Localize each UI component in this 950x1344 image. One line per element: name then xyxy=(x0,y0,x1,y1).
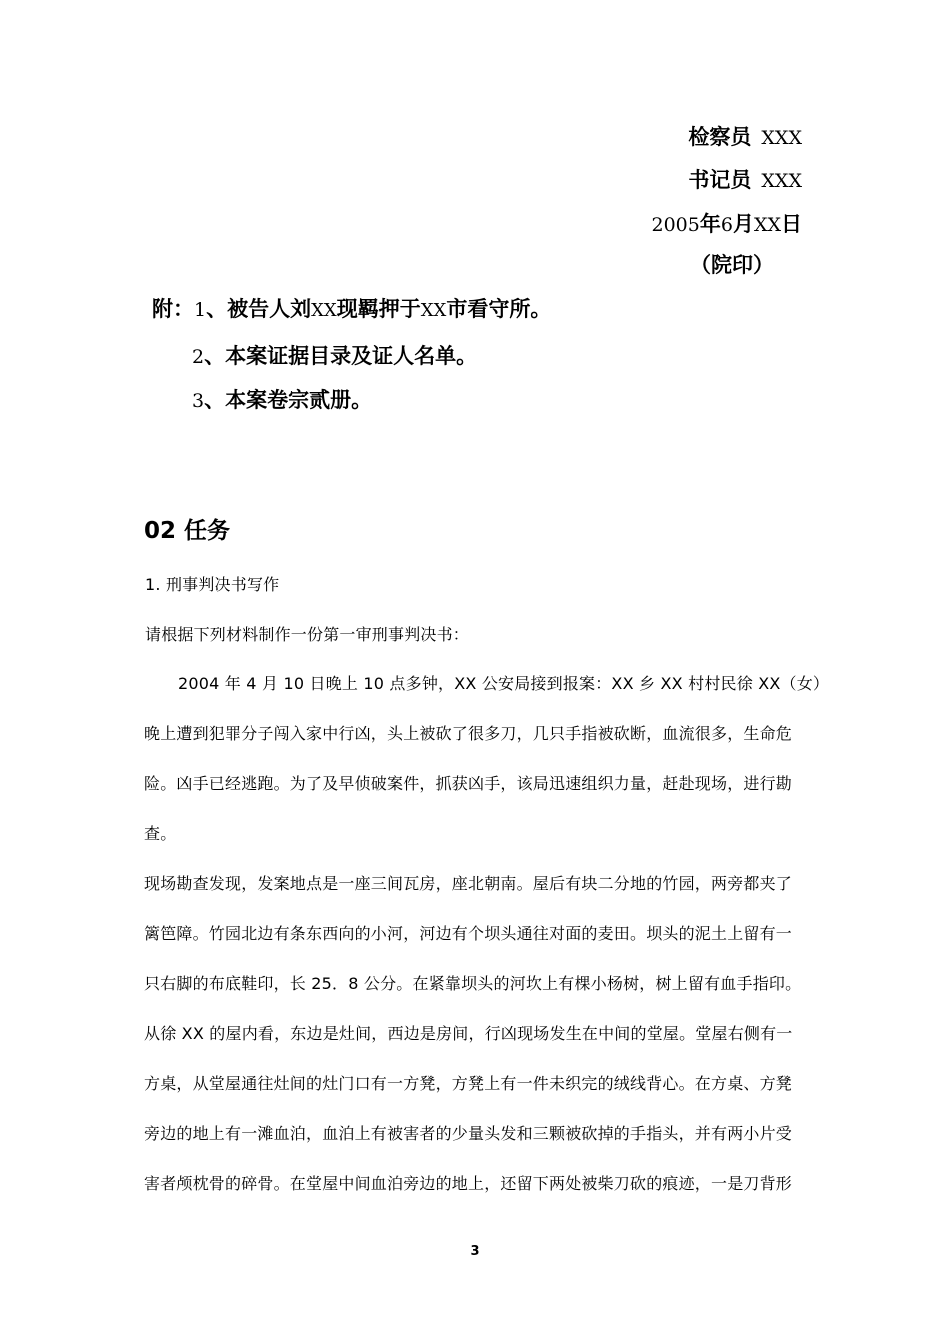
date-month-unit: 月 xyxy=(732,212,754,236)
date-day-unit: 日 xyxy=(781,212,802,236)
date-year-unit: 年 xyxy=(699,212,721,236)
body-line-6: 篱笆障。竹园北边有条东西向的小河，河边有个坝头通往对面的麦田。坝头的泥土上留有一 xyxy=(144,924,793,943)
attachment-item-1-xx2: XX xyxy=(420,300,447,321)
attachment-item-2-num: 2 xyxy=(192,346,205,368)
attachment-item-1-part1: 、被告人刘 xyxy=(206,297,312,321)
attachment-item-3-num: 3 xyxy=(192,390,205,412)
date-year: 2005 xyxy=(651,214,700,236)
body-line-11: 害者颅枕骨的碎骨。在堂屋中间血泊旁边的地上，还留下两处被柴刀砍的痕迹，一是刀背形 xyxy=(144,1174,793,1193)
prosecutor-name: XXX xyxy=(761,127,802,149)
body-line-5: 现场勘查发现，发案地点是一座三间瓦房，座北朝南。屋后有块二分地的竹园，两旁都夹了 xyxy=(144,874,793,893)
attachment-item-2-text: 、本案证据目录及证人名单。 xyxy=(204,344,478,368)
body-line-7: 只右脚的布底鞋印，长 25．8 公分。在紧靠坝头的河坎上有棵小杨树，树上留有血手指印。 xyxy=(144,974,802,993)
attachment-item-1-xx1: XX xyxy=(311,300,337,321)
body-line-2: 晚上遭到犯罪分子闯入家中行凶，头上被砍了很多刀，几只手指被砍断，血流很多，生命危 xyxy=(144,724,793,743)
body-line-9: 方桌，从堂屋通往灶间的灶门口有一方凳，方凳上有一件未织完的绒线背心。在方桌、方凳 xyxy=(144,1074,793,1093)
attachment-item-1-part2: 现羁押于 xyxy=(336,297,421,321)
instruction-line: 请根据下列材料制作一份第一审刑事判决书： xyxy=(145,625,470,644)
page-number: 3 xyxy=(470,1244,480,1259)
body-line-3: 险。凶手已经逃跑。为了及早侦破案件，抓获凶手，该局迅速组织力量，赶赴现场，进行勘 xyxy=(144,774,793,793)
clerk-line xyxy=(688,164,802,194)
date-month: 6 xyxy=(720,214,733,236)
court-seal-note: （院印） xyxy=(690,253,774,277)
body-line-4: 查。 xyxy=(144,824,177,843)
body-line-10: 旁边的地上有一滩血泊，血泊上有被害者的少量头发和三颗被砍掉的手指头，并有两小片受 xyxy=(144,1124,793,1143)
section-heading: 02 任务 xyxy=(144,518,231,544)
body-line-8: 从徐 XX 的屋内看，东边是灶间，西边是房间，行凶现场发生在中间的堂屋。堂屋右侧有一 xyxy=(144,1024,793,1043)
attachment-item-1-part3: 市看守所。 xyxy=(446,297,552,321)
date-line xyxy=(651,208,802,238)
date-day: XX xyxy=(753,214,781,236)
subheading: 1. 刑事判决书写作 xyxy=(145,575,280,594)
clerk-label: 书记员 xyxy=(688,168,752,192)
prosecutor-label: 检察员 xyxy=(688,125,752,149)
body-line-1: 2004 年 4 月 10 日晚上 10 点多钟，XX 公安局接到报案：XX 乡 XX 村村民徐 XX（女） xyxy=(178,674,830,693)
attachment-item-1 xyxy=(152,293,551,323)
attachment-item-3-text: 、本案卷宗贰册。 xyxy=(204,388,373,412)
attachment-item-1-num: 1 xyxy=(194,299,207,321)
clerk-name: XXX xyxy=(761,170,802,192)
attachment-item-2 xyxy=(192,340,477,370)
prosecutor-line xyxy=(688,121,802,151)
attachment-prefix: 附： xyxy=(152,297,194,321)
attachment-item-3 xyxy=(192,384,372,414)
